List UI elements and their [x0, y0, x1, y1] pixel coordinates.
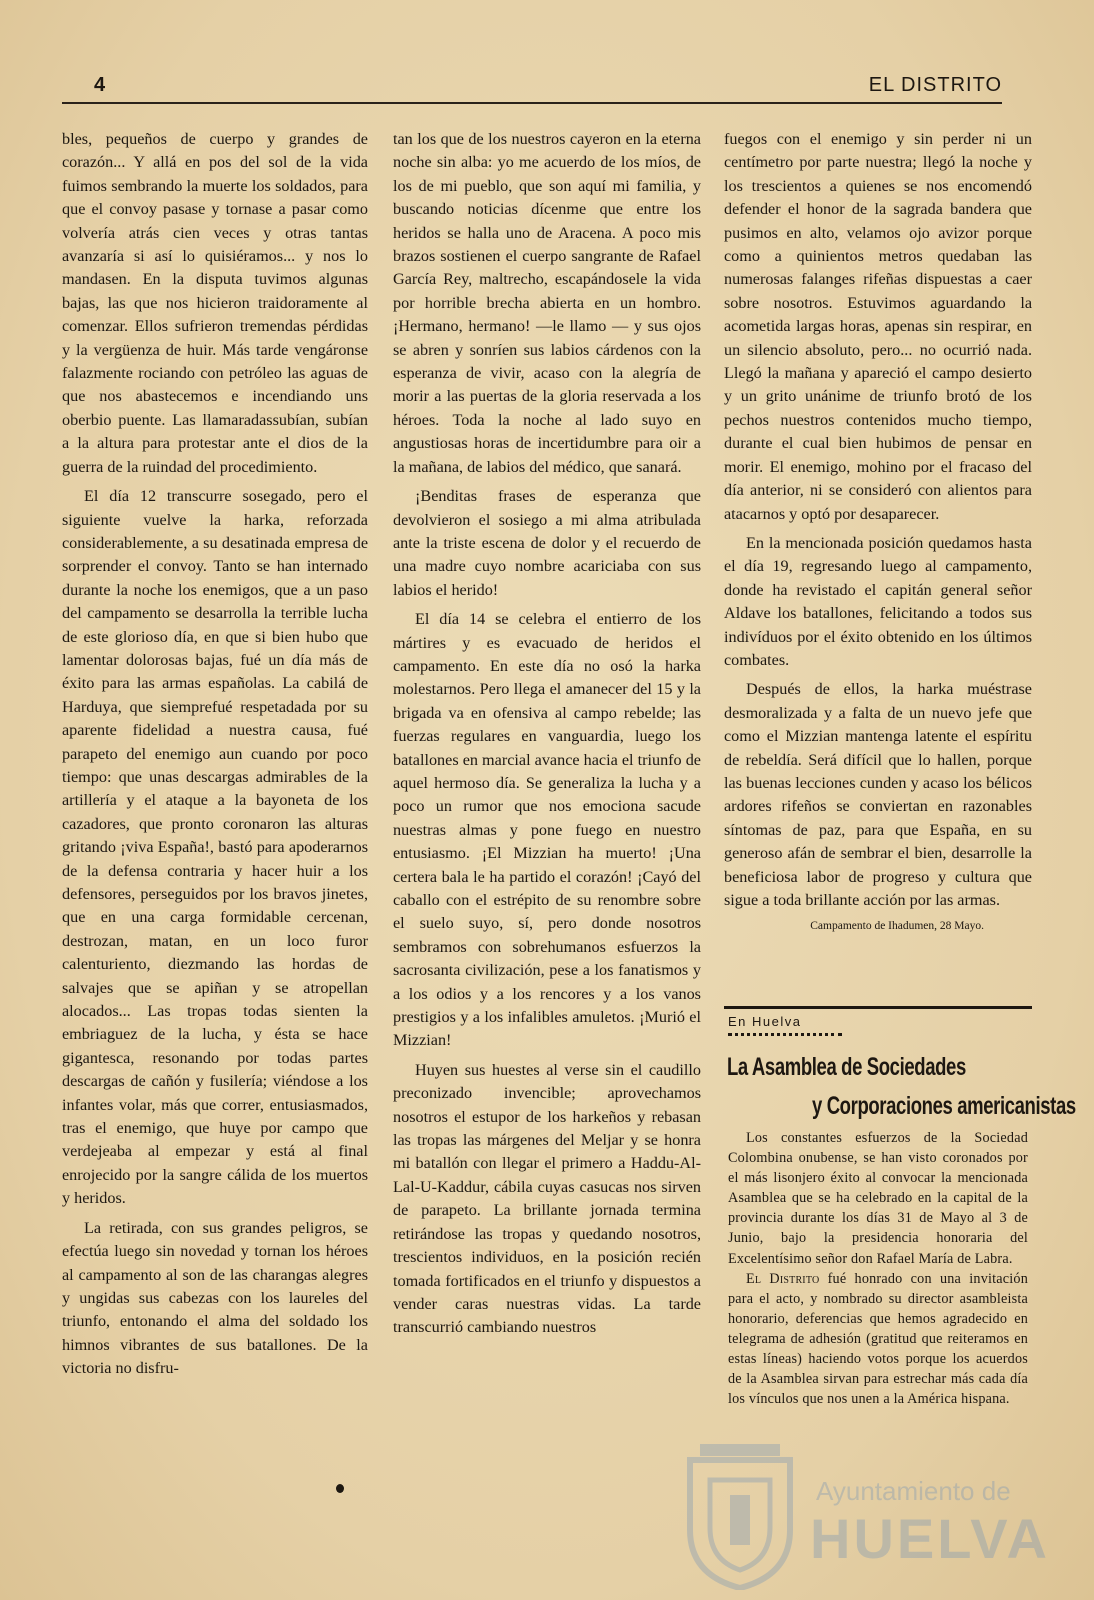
paragraph: Después de ellos, la harka muéstrase desmoralizada y a falta de un nuevo jefe que como el Mizzian mantenga latente el espíritu de rebeldía. Será difícil que lo hallen, porque las buenas lecciones cunden y acaso los bélicos ardores rifeños se conviertan en razonables síntomas de paz, para que España, en su generoso afán de sembrar el bien, desarrolle la beneficiosa labor de progreso y cultura que sigue a toda brillante acción por las armas.: [724, 680, 1032, 909]
article-headline-line2: y Corporaciones americanistas: [812, 1092, 1076, 1120]
column-3: [724, 128, 1032, 934]
page-number: 4: [94, 74, 106, 96]
section-tag: En Huelva: [728, 1014, 802, 1029]
section-divider: [724, 1006, 1032, 1009]
page-header: [62, 72, 1002, 104]
paragraph: La retirada, con sus grandes peligros, se efectúa luego sin novedad y tornan los héroes al campamento al son de las charangas alegres y ungidas sus cabezas con los laureles del triunfo, entonando el alma del soldado los himnos vibrantes de sus batallones. De la victoria no disfru-: [62, 1218, 368, 1378]
paragraph: bles, pequeños de cuerpo y grandes de corazón... Y allá en pos del sol de la vida fuimos sembrando la muerte los soldados, para que el convoy pasase y tornase a pasar como volvería atrás cien veces y otras tantas avanzaría si así lo quisiéramos... y nos lo mandasen. En la disputa tuvimos algunas bajas, las que nos hicieron traidoramente al comenzar. Ellos sufrieron tremendas pérdidas y la vergüenza de huir. Más tarde vengáronse falazmente rociando con petróleo las aguas de que nos abastecemos e incendiando uns oberbio puente. Las llamaradassubían, subían a la altura para protestar ante el dios de la guerra de la ruindad del procedimiento.: [62, 130, 368, 476]
paragraph: Los constantes esfuerzos de la Sociedad Colombina onubense, se han visto coronados por el más lisonjero éxito al convocar la mencionada Asamblea que se ha celebrado en la capital de la provincia durante los días 31 de Mayo al 3 de Junio, bajo la presidencia honoraria del Excelentísimo señor don Rafael María de Labra.: [728, 1130, 1028, 1267]
paragraph: Huyen sus huestes al verse sin el caudillo preconizado invencible; aprovechamos nosotros el estupor de los harkeños y rebasan las tropas las márgenes del Meljar y se honra mi batallón con llegar el primero a Haddu-Al-Lal-U-Kaddur, cábila cuyas casucas nos sirven de parapeto. La brillante jornada termina retirándose las tropas y quedando nosotros, trescientos individuos, en la posición recién tomada fortificados en el triunfo y dispuestos a vender caras nuestras vidas. La tarde transcurrió cambiando nuestros: [393, 1060, 701, 1337]
ink-dot: [336, 1484, 344, 1493]
paragraph: En la mencionada posición quedamos hasta el día 19, regresando luego al campamento, donde ha revistado el capitán general señor Aldave los batallones, felicitando a todos sus indivíduos por el éxito obtenido en los últimos combates.: [724, 533, 1032, 669]
paragraph: ¡Benditas frases de esperanza que devolvieron el sosiego a mi alma atribulada ante la triste escena de dolor y el recuerdo de una madre cuyo nombre acariciaba con sus labios el herido!: [393, 487, 701, 599]
publication-name: El Distrito: [746, 1270, 820, 1287]
paragraph-text: fué honrado con una invitación para el acto, y nombrado su director asambleista honorario, deferencias que hemos agradecido en telegrama de adhesión (gratitud que reiteramos en estas líneas) haciendo votos porque los acuerdos de la Asamblea sirvan para estrechar más cada día los vínculos que nos unen a la América hispana.: [728, 1270, 1028, 1408]
coat-of-arms-icon: [680, 1440, 800, 1590]
paragraph: [728, 1269, 1028, 1410]
watermark-line2: HUELVA: [810, 1507, 1050, 1570]
column-2: [393, 128, 701, 1340]
paragraph: El día 12 transcurre sosegado, pero el siguiente vuelve la harka, reforzada considerablemente, a su desatinada empresa de sorprender el convoy. Tanto se han internado durante la noche los enemigos, que a un paso del campamento se desarrolla la terrible lucha de este glorioso día, en que si bien hubo que lamentar dolorosas bajas, fué un día más de éxito para las armas españolas. La cabilá de Harduya, que siemprefué respetadada por su aparente fidelidad a nuestra causa, fué parapeto del enemigo aun cuando por poco tiempo: que unas descargas admirables de la artillería y el ataque a la bayoneta de los cazadores, que pronto coronaron las alturas gritando ¡viva España!, bastó para apoderarnos de la defensa contraria y hacer huir a los defensores, perseguidos por los bravos jinetes, que en una carga formidable cercenan, destrozan, matan, en un loco furor calenturiento, diezmando las hordas de salvajes que se apiñan y se atropellan alocados... Las tropas todas sienten la embriaguez de la lucha, y ésta se hace gigantesca, resonando por todas partes descargas de cañón y fusilería; viéndose a los infantes volar, más que correr, entusiasmados, tras el enemigo, que huye por campo que verdejeaba al empezar y está al final enrojecido por la sangre cálida de los muertos y heridos.: [62, 487, 368, 1208]
column-1: [62, 128, 368, 1381]
dotted-divider: [728, 1033, 842, 1036]
masthead: EL DISTRITO: [868, 74, 1002, 96]
article-body: [728, 1128, 1028, 1409]
watermark-line1: Ayuntamiento de: [816, 1476, 1011, 1506]
article-headline-line1: La Asamblea de Sociedades: [727, 1053, 966, 1081]
paragraph: El día 14 se celebra el entierro de los mártires y es evacuado de heridos el campamento. En este día no osó la harka molestarnos. Pero llega el amanecer del 15 y la brigada va en ofensiva al campo rebelde; las fuerzas regulares en vanguardia, luego los batallones en marcial avance hacia el triunfo de aquel hermoso día. Se generaliza la lucha y a poco un rumor que nos emociona sacude nuestras almas y pone fuego en nuestro entusiasmo. ¡El Mizzian ha muerto! ¡Una certera bala le ha partido el corazón! ¡Cayó del caballo con el estrépito de su renombre sobre el suelo suyo, sí, pero donde nosotros sembramos con sobrehumanos esfuerzos la sacrosanta civilización, pese a los fanatismos y a los odios y a los rencores y a los vanos prestigios y a los infalibles amuletos. ¡Murió el Mizzian!: [393, 610, 701, 1050]
dateline: Campamento de Ihadumen, 28 Mayo.: [810, 920, 984, 933]
watermark: [660, 1440, 1050, 1590]
paragraph: fuegos con el enemigo y sin perder ni un centímetro por parte nuestra; llegó la noche y los trescientos a quienes se nos encomendó defender el honor de la sagrada bandera que pusimos en alto, velamos ojo avizor porque como a quinientos metros quedaban las numerosas falanges rifeñas dispuestas a caer sobre nosotros. Estuvimos aguardando la acometida largas horas, apenas sin respirar, en un silencio absoluto, pero... no ocurrió nada. Llegó la mañana y apareció el campo desierto y un grito unánime de triunfo brotó de los pechos nuestros contenidos mucho tiempo, durante el cual bien hubimos de pensar en morir. El enemigo, mohino por el fracaso del día anterior, ni se consideró con alientos para atacarnos y optó por desaparecer.: [724, 130, 1032, 523]
paragraph: tan los que de los nuestros cayeron en la eterna noche sin alba: yo me acuerdo de los míos, de los de mi pueblo, que son aquí mi familia, y buscando noticias dícenme que entre los heridos se halla uno de Aracena. A poco mis brazos sostienen el cuerpo sangrante de Rafael García Rey, maltrecho, escapándosele la vida por horrible brecha abierta en un hombro. ¡Hermano, hermano! —le llamo — y sus ojos se abren y sonríen sus labios cárdenos con la esperanza de vivir, acaso con la alegría de morir a las puertas de la gloria reservada a los héroes. Toda la noche al lado suyo en angustiosas horas de incertidumbre para oir a la mañana, de labios del médico, que sanará.: [393, 130, 701, 476]
